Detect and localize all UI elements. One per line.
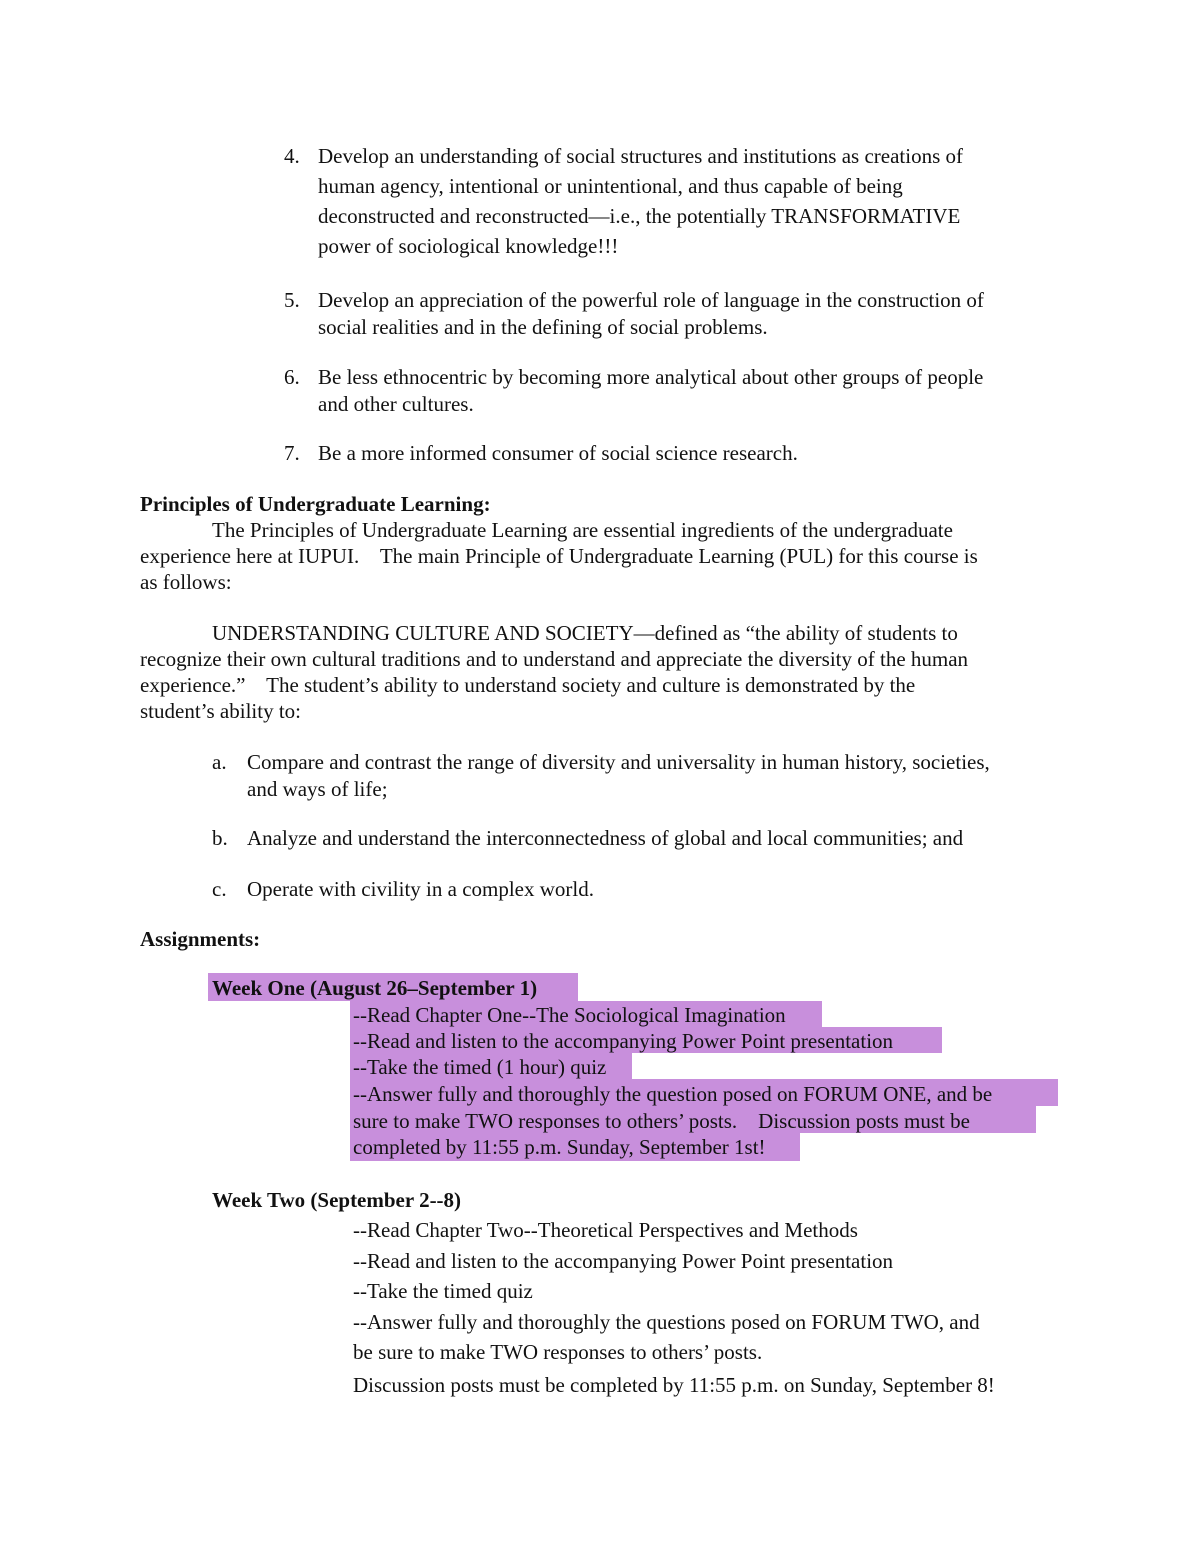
pul-definition-line: UNDERSTANDING CULTURE AND SOCIETY—defined as “the ability of students to xyxy=(212,621,958,645)
week-two-line: Discussion posts must be completed by 11:55 p.m. on Sunday, September 8! xyxy=(353,1373,995,1397)
week-two-line: --Read Chapter Two--Theoretical Perspectives and Methods xyxy=(353,1218,858,1242)
ability-text-line: Analyze and understand the interconnectedness of global and local communities; and xyxy=(247,826,964,850)
week-one-line: --Read and listen to the accompanying Power Point presentation xyxy=(353,1029,894,1053)
objective-number: 7. xyxy=(284,441,300,465)
week-two-line: --Read and listen to the accompanying Power Point presentation xyxy=(353,1249,894,1273)
assignments-heading: Assignments: xyxy=(140,927,261,951)
objective-text-line: deconstructed and reconstructed—i.e., the potentially TRANSFORMATIVE xyxy=(318,204,961,228)
week-two-line: --Answer fully and thoroughly the questions posed on FORUM TWO, and xyxy=(353,1310,980,1334)
objective-text-line: human agency, intentional or unintentional, and thus capable of being xyxy=(318,174,903,198)
ability-letter: c. xyxy=(212,877,227,901)
week-one-title: Week One (August 26–September 1) xyxy=(212,976,538,1000)
week-one-line: --Read Chapter One--The Sociological Imagination xyxy=(353,1003,786,1027)
objective-text-line: power of sociological knowledge!!! xyxy=(318,234,619,258)
ability-letter: b. xyxy=(212,826,228,850)
objective-number: 4. xyxy=(284,144,300,168)
week-one-line: sure to make TWO responses to others’ posts. Discussion posts must be xyxy=(353,1109,970,1133)
objective-text-line: social realities and in the defining of social problems. xyxy=(318,315,768,339)
objective-text-line: Develop an understanding of social structures and institutions as creations of xyxy=(318,144,964,168)
week-one-line: --Take the timed (1 hour) quiz xyxy=(353,1055,607,1079)
week-two-title: Week Two (September 2--8) xyxy=(212,1188,462,1212)
week-two-line: --Take the timed quiz xyxy=(353,1279,533,1303)
objective-text-line: Be a more informed consumer of social science research. xyxy=(318,441,798,465)
objective-text-line: Be less ethnocentric by becoming more analytical about other groups of people xyxy=(318,365,984,389)
pul-intro-line: as follows: xyxy=(140,570,232,594)
objective-number: 6. xyxy=(284,365,300,389)
pul-definition-line: experience.” The student’s ability to understand society and culture is demonstrated by the xyxy=(140,673,916,697)
pul-intro-line: The Principles of Undergraduate Learning are essential ingredients of the undergraduate xyxy=(212,518,953,542)
ability-text-line: Operate with civility in a complex world. xyxy=(247,877,594,901)
week-one-line: --Answer fully and thoroughly the question posed on FORUM ONE, and be xyxy=(353,1082,993,1106)
pul-intro-line: experience here at IUPUI. The main Principle of Undergraduate Learning (PUL) for this course is xyxy=(140,544,978,568)
week-two-line: be sure to make TWO responses to others’ posts. xyxy=(353,1340,763,1364)
ability-text-line: and ways of life; xyxy=(247,777,388,801)
objective-text-line: and other cultures. xyxy=(318,392,474,416)
pul-heading: Principles of Undergraduate Learning: xyxy=(140,492,491,516)
ability-letter: a. xyxy=(212,750,227,774)
objective-number: 5. xyxy=(284,288,300,312)
ability-text-line: Compare and contrast the range of diversity and universality in human history, societies, xyxy=(247,750,990,774)
pul-definition-line: recognize their own cultural traditions and to understand and appreciate the diversity of the human xyxy=(140,647,969,671)
week-one-line: completed by 11:55 p.m. Sunday, September 1st! xyxy=(353,1135,766,1159)
objective-text-line: Develop an appreciation of the powerful role of language in the construction of xyxy=(318,288,984,312)
pul-definition-line: student’s ability to: xyxy=(140,699,301,723)
